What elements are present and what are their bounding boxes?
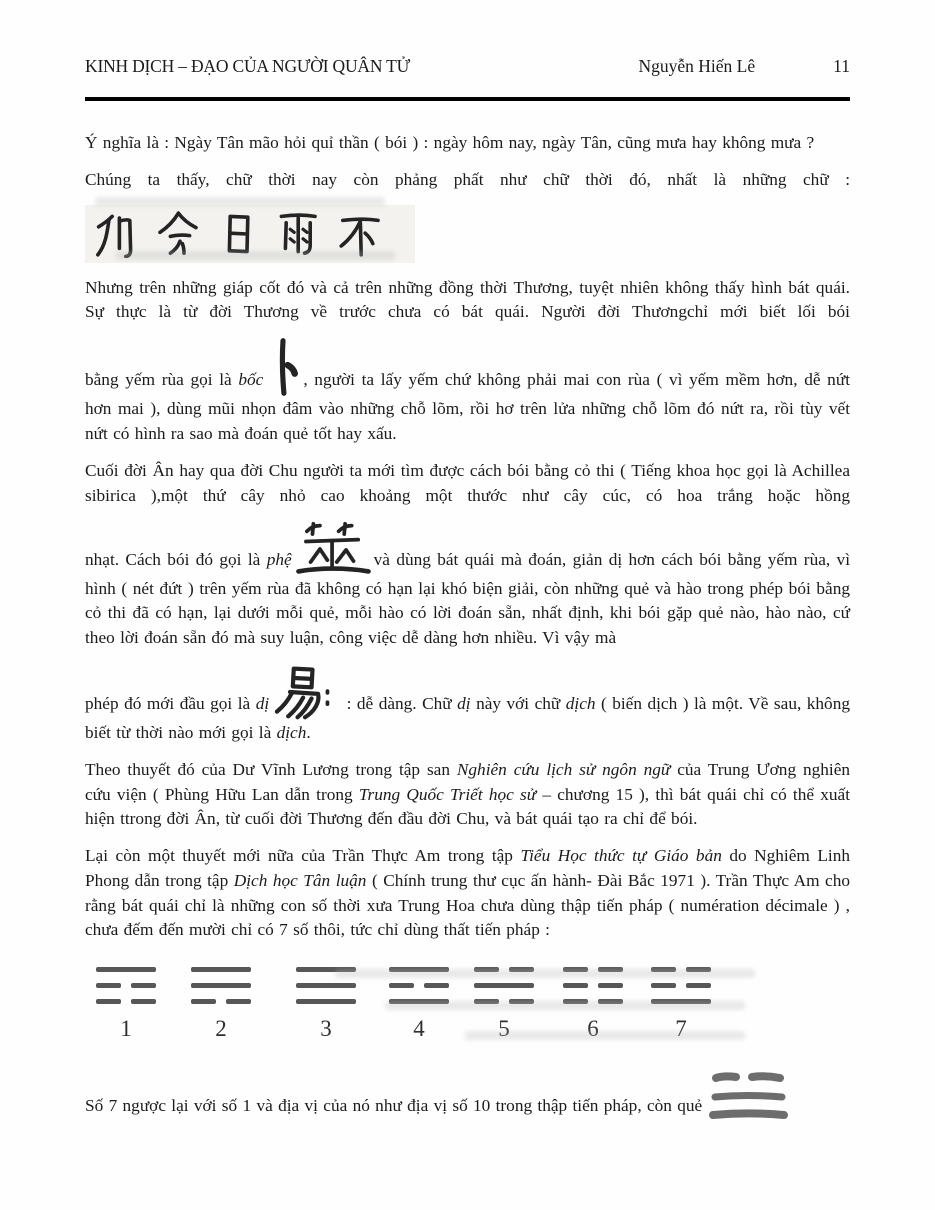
trigram-number-3	[295, 967, 357, 1042]
trigram-segment	[686, 983, 711, 988]
cjk-qua-glyph-image	[708, 1069, 788, 1123]
trigram-line-broken	[563, 999, 623, 1004]
trigram-line-solid	[296, 983, 356, 988]
trigram-line-broken	[563, 967, 623, 972]
trigram-label: 2	[215, 1015, 227, 1041]
oracle-char-mao	[93, 210, 138, 258]
para-bang-yem-rua	[85, 337, 850, 446]
trigram-label: 6	[587, 1015, 599, 1041]
para-nhat-cach-boi	[85, 521, 850, 651]
trigram-number-5	[473, 967, 535, 1042]
trigram-segment	[563, 999, 588, 1004]
trigram-line-broken	[474, 967, 534, 972]
author-name: Nguyễn Hiến Lê	[638, 56, 756, 76]
trigram-line-broken	[96, 999, 156, 1004]
trigram-segment	[474, 999, 499, 1004]
book-title: KINH DỊCH – ĐẠO CỦA NGƯỜI QUÂN TỬ	[85, 56, 411, 76]
seven-number-trigrams-figure	[85, 961, 850, 1057]
trigram-label: 5	[498, 1015, 510, 1041]
text-run: và dùng bát quái mà đoán, giản dị hơn cách bói bằng yếm rùa, vì hình ( nét đứt ) trên yếm rùa đã không có hạn lại khó biện giải, còn những quẻ và hào trong phép bói bằng cỏ thi đã có hạn, lại dưới mỗi quẻ, mỗi hào có lời đoán sẵn, nhất định, khi bói gặp quẻ nào, hào nào, cứ theo lời đoán sẵn đó mà suy luận, công việc dễ dàng hơn nhiều. Vì vậy mà	[85, 549, 850, 647]
trigram-segment	[509, 967, 534, 972]
text-run: ( biến dịch ) là một. Về sau, không biết từ thời nào mới gọi là	[85, 694, 850, 743]
trigram-segment	[191, 999, 216, 1004]
cjk-di-glyph-image	[269, 663, 341, 721]
trigram-number-6	[562, 967, 624, 1042]
oracle-char-vu	[275, 210, 320, 258]
trigram-line-solid	[191, 983, 251, 988]
trigram-line-solid	[191, 967, 251, 972]
trigram-line-broken	[651, 983, 711, 988]
text-run: của Trung Ương nghiên cứu viện ( Phùng Hữu Lan dẫn trong	[85, 760, 851, 804]
trigram-number-2	[190, 967, 252, 1042]
text-run: do Nghiêm Linh Phong dẫn trong tập	[85, 846, 850, 890]
text-run: .	[306, 723, 311, 743]
para-chung-ta-thay	[85, 168, 850, 193]
text-run: này với chữ	[470, 694, 566, 714]
trigram-segment	[598, 999, 623, 1004]
page-number: 11	[833, 56, 850, 76]
para-lai-con	[85, 844, 850, 942]
trigram-number-1	[95, 967, 157, 1042]
trigram-label: 4	[413, 1015, 425, 1041]
text-run: – chương 15 ), thì bát quái chỉ có thể xuất hiện ttrong đời Ân, từ cuối đời Thương đến đầu đời Chu, và bát quái tạo ra chỉ để bói.	[85, 784, 850, 829]
text-run: , người ta lấy yếm chứ không phải mai con rùa ( vì yếm mềm hơn, dễ nứt hơn mai ), dùng mũi nhọn đâm vào những chỗ lõm, rồi hơ trên lửa những chỗ lõm đó nứt ra, rồi tùy vết nứt có hình ra sao mà đoán quẻ tốt hay xấu.	[85, 370, 850, 443]
trigram-segment	[686, 967, 711, 972]
para-so-7	[85, 1069, 850, 1123]
para-y-nghia	[85, 131, 850, 156]
oracle-char-kim	[156, 210, 201, 258]
text-run: : dễ dàng. Chữ	[341, 694, 458, 714]
header-rule	[85, 97, 850, 101]
trigram-segment	[389, 983, 414, 988]
trigram-segment	[563, 983, 588, 988]
italic-term: dị	[457, 694, 471, 714]
trigram-segment	[563, 967, 588, 972]
italic-term: Tiểu Học thức tự Giáo bản	[520, 846, 722, 866]
trigram-line-broken	[563, 983, 623, 988]
trigram-label: 7	[675, 1015, 687, 1041]
trigram-line-broken	[191, 999, 251, 1004]
trigram-line-solid	[389, 999, 449, 1004]
trigram-segment	[509, 999, 534, 1004]
text-run: Theo thuyết đó của Dư Vĩnh Lương trong tập san	[85, 760, 457, 780]
oracle-char-nhat	[219, 210, 257, 258]
trigram-line-broken	[651, 967, 711, 972]
trigram-line-solid	[96, 967, 156, 972]
text-run: nhạt. Cách bói đó gọi là	[85, 549, 267, 569]
oracle-bone-inscription-image	[85, 205, 415, 263]
trigram-line-broken	[474, 999, 534, 1004]
text-run: ( Chính trung thư cục ấn hành- Đài Bắc 1971 ). Trần Thực Am cho rằng bát quái chỉ là những con số thời xưa Trung Hoa chưa dùng thập tiến pháp ( numération décimale ) , chưa đếm đến mười chỉ có 7 số thôi, tức chỉ dùng thất tiến pháp :	[85, 871, 850, 940]
para-cuoi-doi-an	[85, 459, 850, 508]
trigram-number-4	[388, 967, 450, 1042]
italic-term: Nghiên cứu lịch sử ngôn ngữ	[456, 760, 671, 780]
text-run: Nhưng trên những giáp cốt đó và cả trên những đồng thời Thương, tuyệt nhiên không thấy hình bát quái. Sự thực là từ đời Thương về trước chưa có bát quái. Người đời Thươngchỉ mới biết lối bói	[85, 277, 850, 322]
italic-term: dịch	[276, 723, 307, 743]
trigram-segment	[131, 999, 156, 1004]
trigram-segment	[131, 983, 156, 988]
trigram-segment	[474, 967, 499, 972]
trigram-number-7	[650, 967, 712, 1042]
trigram-line-broken	[389, 983, 449, 988]
oracle-char-bat	[338, 210, 383, 258]
trigram-segment	[598, 983, 623, 988]
text-run: phép đó mới đầu gọi là	[85, 694, 256, 714]
cjk-phe-glyph-image	[292, 521, 374, 577]
running-header	[85, 0, 850, 77]
trigram-segment	[651, 983, 676, 988]
trigram-line-solid	[474, 983, 534, 988]
italic-term: Trung Quốc Triết học sử	[358, 784, 537, 804]
text-run: bằng yếm rùa gọi là	[85, 370, 239, 390]
trigram-segment	[96, 999, 121, 1004]
trigram-segment	[424, 983, 449, 988]
trigram-line-solid	[296, 999, 356, 1004]
para-theo-thuyet	[85, 758, 850, 832]
trigram-segment	[651, 967, 676, 972]
text-run: Ý nghĩa là : Ngày Tân mão hỏi quỉ thần ( bói ) : ngày hôm nay, ngày Tân, cũng mưa hay không mưa ?	[85, 133, 815, 152]
trigram-label: 3	[320, 1015, 332, 1041]
trigram-line-solid	[296, 967, 356, 972]
trigram-line-solid	[389, 967, 449, 972]
para-nhung-tren	[85, 276, 850, 325]
trigram-segment	[226, 999, 251, 1004]
text-run: Lại còn một thuyết mới nữa của Trần Thực Am trong tập	[85, 846, 521, 866]
text-run: Cuối đời Ân hay qua đời Chu người ta mới tìm được cách bói bằng cỏ thi ( Tiếng khoa học gọi là Achillea sibirica ),một thứ cây nhỏ cao khoảng một thước như cây cúc, có hoa trắng hoặc hồng	[85, 461, 850, 505]
trigram-label: 1	[120, 1015, 132, 1041]
trigram-segment	[598, 967, 623, 972]
bleedthrough-artifact	[95, 197, 385, 206]
trigram-segment	[96, 983, 121, 988]
italic-term: Dịch học Tân luận	[233, 871, 367, 890]
cjk-boc-glyph-image	[263, 337, 303, 397]
para-phep-do	[85, 663, 850, 746]
italic-term: dịch	[565, 694, 596, 714]
text-run: Số 7 ngược lại với số 1 và địa vị của nó như địa vị số 10 trong thập tiến pháp, còn quẻ	[85, 1096, 708, 1116]
text-run: Chúng ta thấy, chữ thời nay còn phảng phất như chữ thời đó, nhất là những chữ :	[85, 170, 850, 190]
italic-term: phệ	[266, 549, 292, 569]
page-body	[85, 131, 850, 1123]
italic-term: bốc	[238, 370, 264, 390]
trigram-line-broken	[96, 983, 156, 988]
italic-term: dị	[255, 694, 270, 714]
trigram-line-solid	[651, 999, 711, 1004]
